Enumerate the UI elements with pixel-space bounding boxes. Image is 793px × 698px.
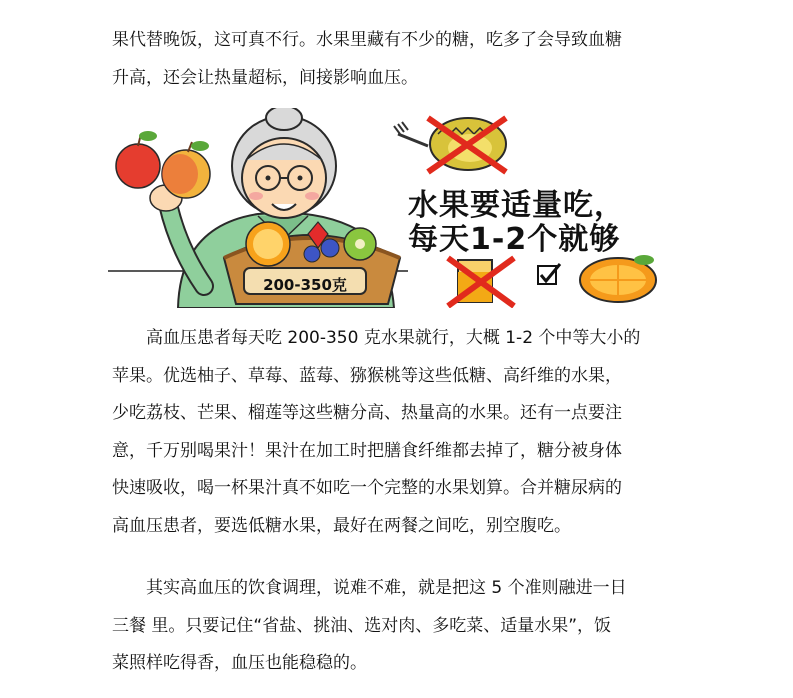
text-line: 高血压患者每天吃 200-350 克水果就行，大概 1-2 个中等大小的	[146, 328, 641, 348]
paragraph-intro	[112, 22, 692, 97]
text-line: 三餐 里。只要记住“省盐、挑油、选对肉、多吃菜、适量水果”，饭	[112, 615, 612, 636]
text-line: 菜照样吃得香，血压也能稳稳的。	[112, 653, 367, 673]
headline-line-1: 水果要适量吃，	[408, 188, 625, 223]
text-line: 果代替晚饭，这可真不行。水果里藏有不少的糖，吃多了会导致血糖	[112, 30, 622, 50]
headline-line-2: 每天1-2个就够	[408, 222, 621, 257]
fruit-illustration	[108, 108, 688, 308]
text-line: 升高，还会让热量超标，间接影响血压。	[112, 67, 418, 88]
text-line: 少吃荔枝、芒果、榴莲等这些糖分高、热量高的水果。还有一点要注	[112, 403, 622, 423]
paragraph-summary	[112, 570, 692, 683]
text-line: 快速吸收，喝一杯果汁真不如吃一个完整的水果划算。合并糖尿病的	[112, 478, 622, 498]
basket-weight-label: 200-350克	[263, 276, 347, 294]
text-line: 高血压患者，要选低糖水果，最好在两餐之间吃，别空腹吃。	[112, 515, 571, 536]
text-line: 意，千万别喝果汁！果汁在加工时把膳食纤维都去掉了，糖分被身体	[112, 440, 622, 461]
paragraph-fruit-advice	[112, 320, 692, 545]
text-line: 苹果。优选柚子、草莓、蓝莓、猕猴桃等这些低糖、高纤维的水果，	[112, 365, 622, 386]
text-line: 其实高血压的饮食调理，说难不难，就是把这 5 个准则融进一日	[146, 578, 627, 598]
